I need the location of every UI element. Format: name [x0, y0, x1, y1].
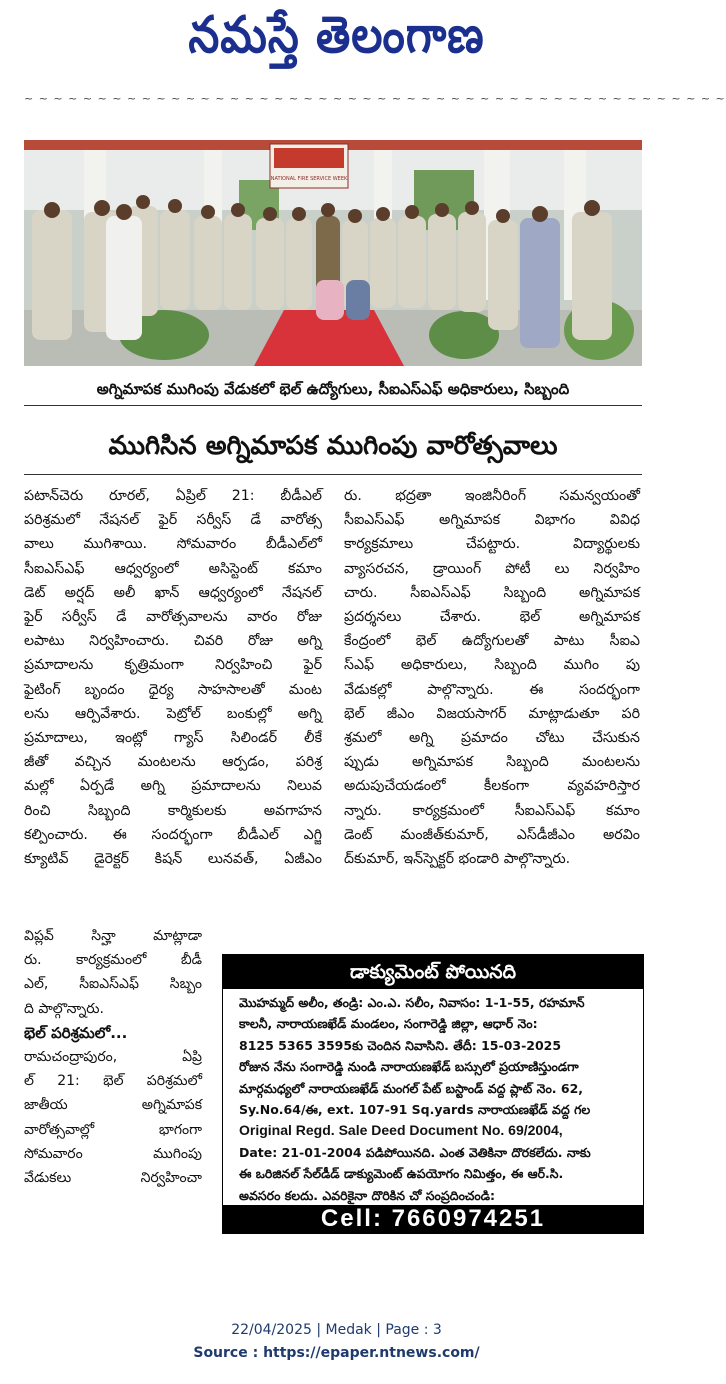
article-column-left — [24, 484, 322, 871]
column-line: డెంట్ మంజీత్‌కుమార్, ఎస్‌డీజీఎం అరవిం — [344, 826, 640, 843]
column-line: సీఐఎస్ఎఫ్ ఆధ్వర్యంలో అసిస్టెంట్ కమాం — [24, 560, 322, 577]
banner-text: NATIONAL FIRE SERVICE WEEK — [270, 176, 348, 182]
column-line: ప్పుడు అగ్నిమాపక సిబ్బంది మంటలను — [344, 754, 640, 771]
column-line: చారు. సీఐఎస్ఎఫ్ సిబ్బంది అగ్నిమాపక — [344, 584, 640, 601]
column-line: వ్యాసరచన, డ్రాయింగ్ పోటీ లు నిర్వహిం — [344, 560, 640, 577]
ad-line: మార్గమధ్యలో నారాయణఖేడ్ మంగల్ పేట్ బస్టాండ్ వద్ద ప్లాట్ నెం. 62, — [239, 1080, 584, 1096]
lost-document-ad — [222, 954, 644, 1234]
column-line: అదుపుచేయడంలో కీలకంగా వ్యవహరిస్తార — [344, 778, 640, 795]
column-line: శ్రమలో అగ్ని ప్రమాదం చోటు చేసుకున — [344, 730, 640, 747]
ad-header: డాక్యుమెంట్ పోయినది — [223, 955, 643, 989]
column-line: రించి సిబ్బంది కార్మికులకు అవగాహన — [24, 802, 322, 819]
ad-line: అవసరం కలదు. ఎవరికైనా దొరికిన చో సంప్రదించండి: — [239, 1187, 495, 1203]
column-line: ఫైటింగ్ బృందం ధైర్య సాహసాలతో మంట — [24, 681, 322, 698]
ad-line: 8125 5365 3595కు చెందిన నివాసిని. తేదీ: 15-03-2025 — [239, 1037, 562, 1053]
column-line: ద్‌కుమార్, ఇన్‌స్పెక్టర్ భండారి పాల్గొన్నారు. — [344, 851, 571, 868]
column-line: స్ఎఫ్ అధికారులు, సిబ్బంది ముగిం పు — [344, 657, 640, 674]
column-line: ది పాల్గొన్నారు. — [24, 1000, 104, 1017]
column-line: లను ఆర్పివేశారు. పెట్రోల్ బంకుల్లో అగ్ని — [24, 705, 322, 722]
photo-caption: అగ్నిమాపక ముగింపు వేడుకలో భెల్ ఉద్యోగులు, సీఐఎస్ఎఫ్ అధికారులు, సిబ్బంది — [24, 373, 642, 406]
column-line: జీతో వచ్చిన మంటలను ఆర్పడం, పరిశ్ర — [24, 754, 322, 771]
ad-body — [223, 989, 643, 1206]
ad-line: మొహమ్మద్ అలీం, తండ్రి: ఎం.ఎ. సలీం, నివాసం: 1-1-55, రహమాన్ — [239, 995, 585, 1010]
article-headline: ముగిసిన అగ్నిమాపక ముగింపు వారోత్సవాలు — [24, 418, 642, 475]
article-column-narrow — [24, 924, 202, 1190]
column-line: మల్లో ఏర్పడే అగ్ని ప్రమాదాలను నిలువ — [24, 778, 322, 795]
ad-line: కాలనీ, నారాయణఖేడ్ మండలం, సంగారెడ్డి జిల్లా, ఆధార్ నెం: — [239, 1016, 538, 1032]
masthead — [0, 0, 673, 80]
column-line: సోమవారం ముగింపు — [24, 1145, 202, 1162]
ad-line: Original Regd. Sale Deed Document No. 69/2004, — [239, 1122, 563, 1139]
column-line: రామచంద్రాపురం, ఏప్రి — [24, 1049, 202, 1066]
column-line: రు. కార్యక్రమంలో బీడీ — [24, 952, 202, 969]
ad-phone-number: Cell: 7660974251 — [223, 1205, 643, 1233]
group-photo-illustration — [24, 140, 642, 366]
column-line: జాతీయ అగ్నిమాపక — [24, 1097, 202, 1114]
column-line: న్నారు. కార్యక్రమంలో సీఐఎస్ఎఫ్ కమాం — [344, 802, 640, 819]
ad-line: Date: 21-01-2004 పడిపోయినది. ఎంత వెతికినా దొరకలేదు. నాకు — [239, 1144, 591, 1160]
column-line: వేడుకలు నిర్వహించా — [24, 1170, 202, 1187]
ad-line: Sy.No.64/ఈ, ext. 107-91 Sq.yards నారాయణఖేడ్ వద్ద గల — [239, 1102, 591, 1118]
column-line: ప్రమాదాలు, ఇంట్లో గ్యాస్ సిలిండర్ లీకే — [24, 730, 322, 747]
column-line: డెట్ అర్షద్ అలీ ఖాన్ ఆధ్వర్యంలో నేషనల్ — [24, 584, 322, 601]
column-line: భెల్ జీఎం విజయసాగర్ మాట్లాడుతూ పరి — [344, 705, 640, 722]
ad-line: రోజున నేను సంగారెడ్డి నుండి నారాయణఖేడ్ బస్సులో ప్రయాణిస్తుండగా — [239, 1059, 579, 1075]
column-line: వేడుకల్లో పాల్గొన్నారు. ఈ సందర్భంగా — [344, 681, 640, 698]
column-line: వాలు ముగిశాయి. సోమవారం బీడీఎల్‌లో — [24, 536, 322, 553]
article-column-right — [344, 484, 640, 871]
column-line: ప్రమాదాలను కృత్రిమంగా నిర్వహించి ఫైర్ — [24, 657, 322, 674]
news-photo — [24, 140, 642, 366]
column-line: పరిశ్రమలో నేషనల్ ఫైర్ సర్వీస్ డే వారోత్స — [24, 512, 322, 529]
column-line: కేంద్రంలో భెల్ ఉద్యోగులతో పాటు సీఐఎ — [344, 633, 640, 650]
column-line: సీఐఎస్ఎఫ్ అగ్నిమాపక విభాగం వివిధ — [344, 512, 640, 529]
column-line: రు. భద్రతా ఇంజినీరింగ్ సమన్వయంతో — [344, 488, 640, 504]
column-line: ల్ 21: భెల్ పరిశ్రమలో — [24, 1073, 202, 1090]
ad-line: ఈ ఒరిజినల్ సేల్‌డీడ్ డాక్యుమెంట్ ఉపయోగం నిమిత్తం, ఈ ఆర్.సి. — [239, 1166, 564, 1182]
column-line: ఎల్, సీఐఎస్ఎఫ్ సిబ్బం — [24, 976, 202, 993]
column-line: లపాటు నిర్వహించారు. చివరి రోజు అగ్ని — [24, 633, 322, 650]
column-line: ప్రదర్శనలు చేశారు. భెల్ అగ్నిమాపక — [344, 609, 640, 626]
clipped-previous-article-line: ~ ~ ~ ~ ~ ~ ~ ~ ~ ~ ~ ~ ~ ~ ~ ~ ~ ~ ~ ~ ~ ~ ~ ~ ~ ~ ~ ~ ~ ~ ~ ~ ~ ~ ~ ~ ~ ~ ~ ~ ~ ~ ~ ~ ~ ~ ~ ~ — [24, 92, 726, 105]
column-line: కల్పించారు. ఈ సందర్భంగా బీడీఎల్ ఎగ్జి — [24, 826, 322, 843]
column-line: కార్యక్రమాలు చేపట్టారు. విద్యార్థులకు — [344, 536, 640, 553]
column-line: పటాన్‌చెరు రూరల్, ఏప్రిల్ 21: బీడీఎల్ — [24, 488, 322, 504]
column-line: ఫైర్ సర్వీస్ డే వారోత్సవాలను వారం రోజు — [24, 609, 322, 626]
footer-date-edition: 22/04/2025 | Medak | Page : 3 — [231, 1322, 442, 1338]
newspaper-title: నమస్తే తెలంగాణ — [188, 6, 485, 65]
footer-source-link[interactable]: Source : https://epaper.ntnews.com/ — [193, 1345, 480, 1361]
sub-heading: భెల్ పరిశ్రమలో... — [24, 1023, 128, 1042]
column-line: విప్లవ్ సిన్హా మాట్లాడా — [24, 928, 202, 944]
column-line: వారోత్సవాల్లో భాగంగా — [24, 1121, 202, 1138]
column-line: క్యూటివ్ డైరెక్టర్ కిషన్ లునవత్, ఏజీఎం — [24, 851, 322, 868]
